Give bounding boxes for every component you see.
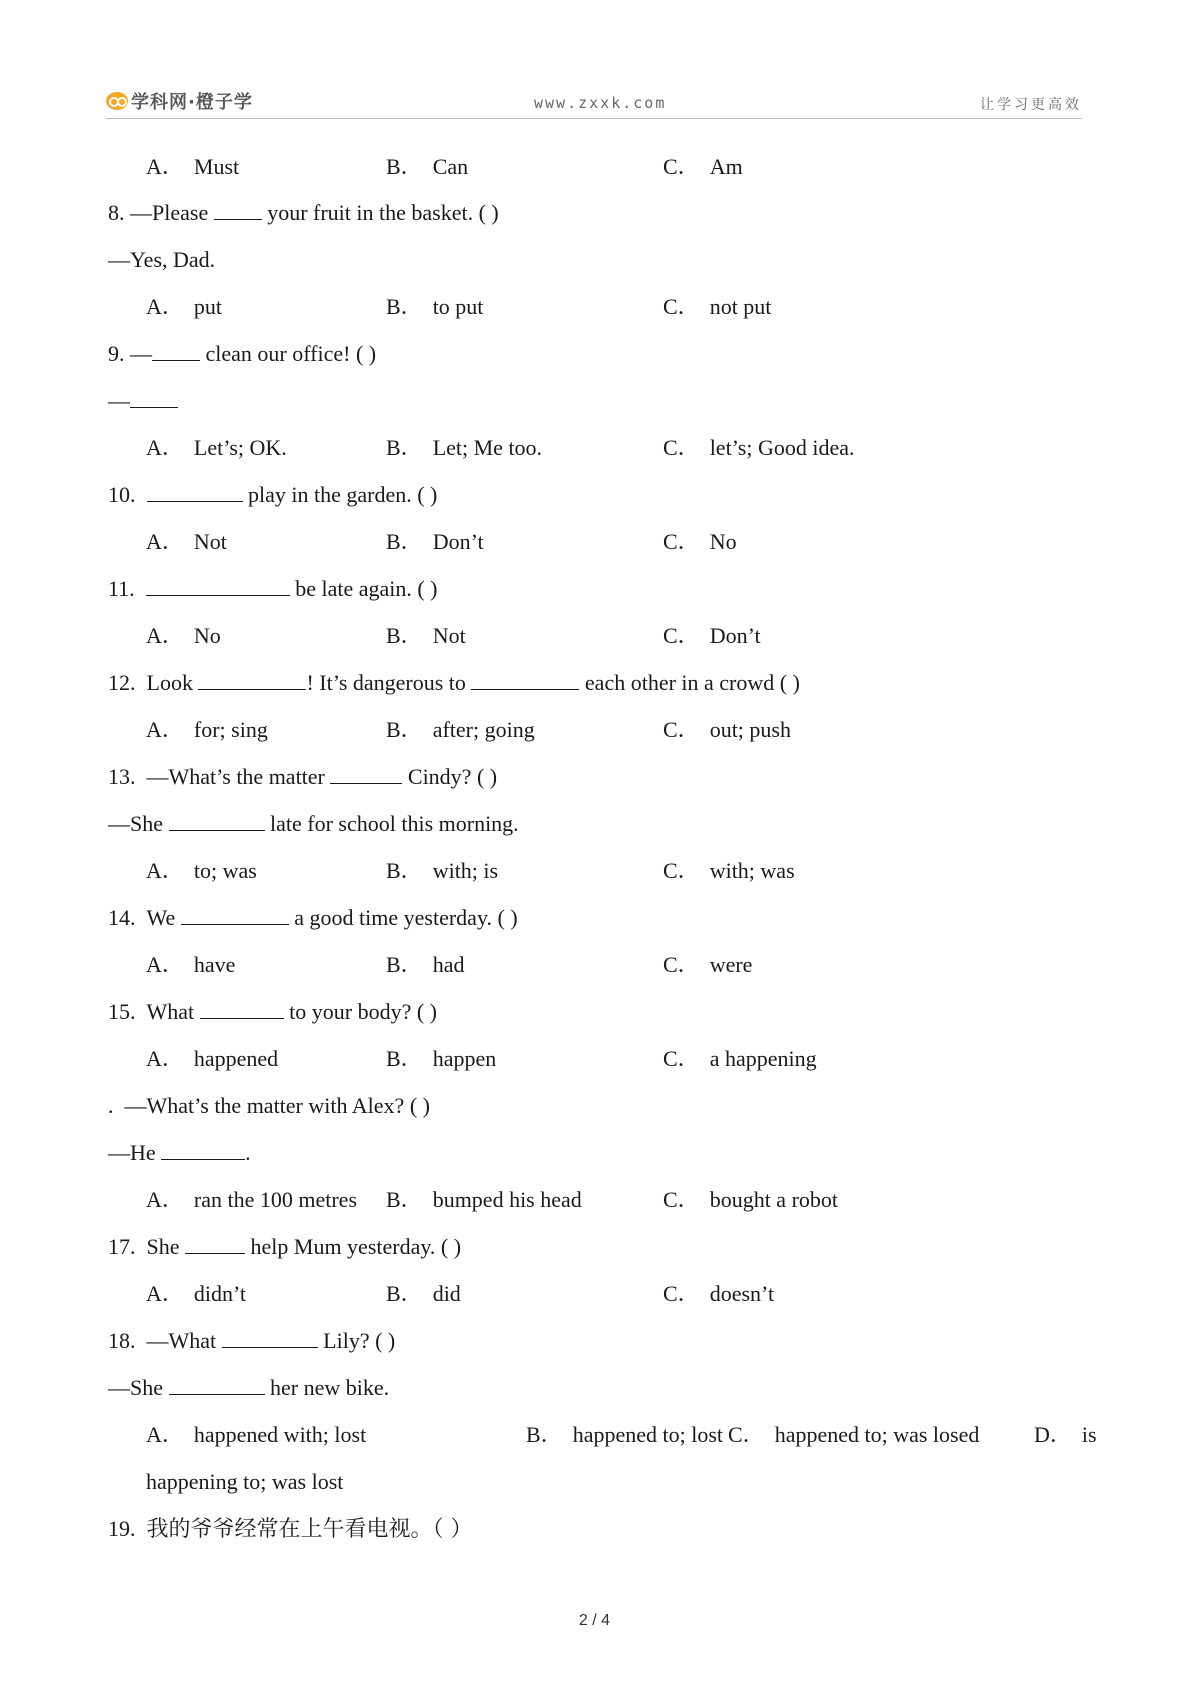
q18-reply: —She her new bike. <box>108 1375 390 1400</box>
q15-stem: 15. What to your body? ( ) <box>108 999 438 1024</box>
q18-option-d: D． is <box>1034 1422 1097 1447</box>
q10-option-a: A． Not <box>146 529 227 554</box>
q18-stem: 18. —What Lily? ( ) <box>108 1328 396 1353</box>
q7-option-b: B． Can <box>386 154 469 179</box>
q17-stem: 17. She help Mum yesterday. ( ) <box>108 1234 462 1259</box>
q18-option-a: A． happened with; lost <box>146 1422 367 1447</box>
q10-stem: 10. play in the garden. ( ) <box>108 482 438 507</box>
q13-stem: 13. —What’s the matter Cindy? ( ) <box>108 764 498 789</box>
q7-option-a: A． Must <box>146 154 240 179</box>
q10-option-c: C． No <box>663 529 737 554</box>
q8-reply: —Yes, Dad. <box>108 247 216 272</box>
logo-text: 学科网·橙子学 <box>131 92 253 113</box>
q17-option-a: A． didn’t <box>146 1281 247 1306</box>
site-logo <box>106 88 253 114</box>
q11-option-c: C． Don’t <box>663 623 761 648</box>
q11-option-b: B． Not <box>386 623 466 648</box>
q13-reply: —She late for school this morning. <box>108 811 519 836</box>
q12-option-a: A． for; sing <box>146 717 268 742</box>
logo-icon <box>106 92 128 110</box>
q12-stem: 12. Look ! It’s dangerous to each other in a crowd ( ) <box>108 670 800 695</box>
q8-option-c: C． not put <box>663 294 772 319</box>
q9-option-a: A． Let’s; OK. <box>146 435 287 460</box>
q18-option-d-continued: happening to; was lost <box>146 1469 344 1494</box>
page-header <box>106 88 1082 119</box>
q18-option-b: B． happened to; lost <box>526 1422 723 1447</box>
q16-option-b: B． bumped his head <box>386 1187 582 1212</box>
q19-stem: 19. 我的爷爷经常在上午看电视。（ ） <box>108 1516 473 1542</box>
q16-reply: —He . <box>108 1140 251 1165</box>
q15-option-c: C． a happening <box>663 1046 817 1071</box>
q11-option-a: A． No <box>146 623 221 648</box>
q9-stem: 9. — clean our office! ( ) <box>108 341 377 366</box>
q16-option-a: A． ran the 100 metres <box>146 1187 357 1212</box>
q12-option-b: B． after; going <box>386 717 535 742</box>
site-url: www.zxxk.com <box>534 94 667 112</box>
page-number: 2 / 4 <box>578 1612 611 1629</box>
q17-option-c: C． doesn’t <box>663 1281 775 1306</box>
q14-option-b: B． had <box>386 952 465 977</box>
q14-option-a: A． have <box>146 952 236 977</box>
q12-option-c: C． out; push <box>663 717 791 742</box>
q16-stem: . —What’s the matter with Alex? ( ) <box>108 1093 430 1118</box>
q9-option-c: C． let’s; Good idea. <box>663 435 855 460</box>
q13-option-b: B． with; is <box>386 858 499 883</box>
q17-option-b: B． did <box>386 1281 461 1306</box>
q15-option-b: B． happen <box>386 1046 497 1071</box>
q8-option-b: B． to put <box>386 294 484 319</box>
q18-option-c: C． happened to; was losed <box>728 1422 980 1447</box>
q15-option-a: A． happened <box>146 1046 279 1071</box>
q9-reply: — <box>108 388 178 414</box>
q7-option-c: C． Am <box>663 154 743 179</box>
q16-option-c: C． bought a robot <box>663 1187 839 1212</box>
q10-option-b: B． Don’t <box>386 529 484 554</box>
q9-option-b: B． Let; Me too. <box>386 435 543 460</box>
q8-option-a: A． put <box>146 294 223 319</box>
q14-option-c: C． were <box>663 952 753 977</box>
q13-option-a: A． to; was <box>146 858 257 883</box>
q8-stem: 8. —Please your fruit in the basket. ( ) <box>108 200 499 225</box>
site-slogan: 让学习更高效 <box>980 97 1082 113</box>
q11-stem: 11. be late again. ( ) <box>108 576 438 601</box>
q13-option-c: C． with; was <box>663 858 795 883</box>
q14-stem: 14. We a good time yesterday. ( ) <box>108 905 518 930</box>
